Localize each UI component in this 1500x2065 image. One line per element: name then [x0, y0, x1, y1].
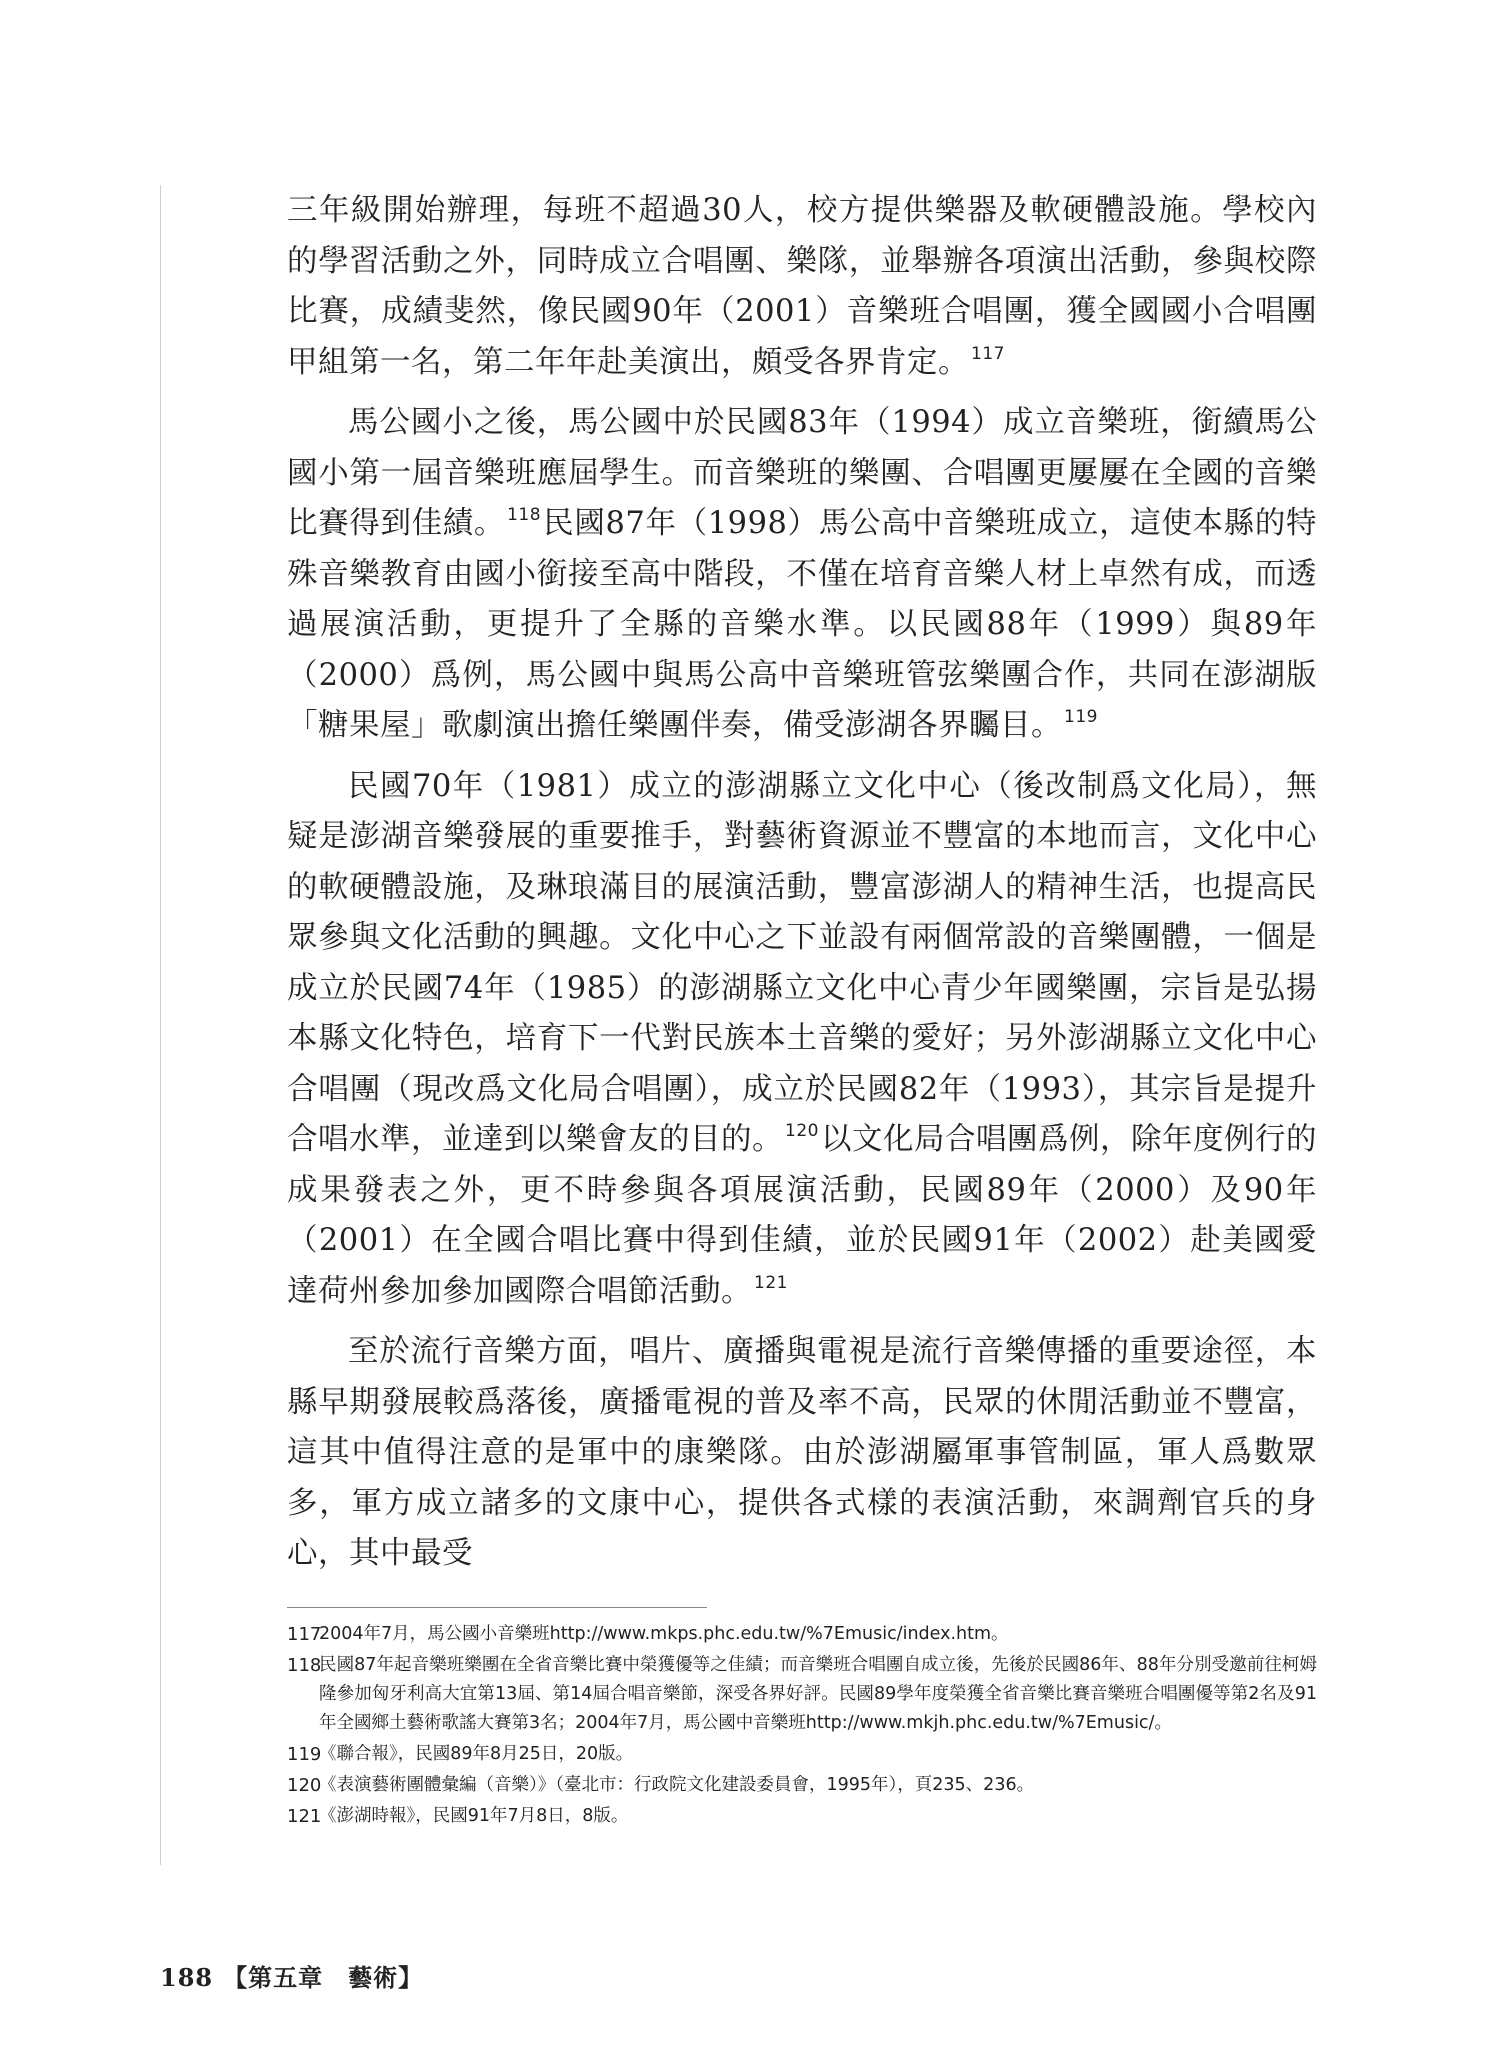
- page-footer: [160, 1958, 433, 1993]
- paragraph-text: 三年級開始辦理，每班不超過30人，校方提供樂器及軟硬體設施。學校內的學習活動之外，同時成立合唱團、樂隊，並舉辦各項演出活動，參與校際比賽，成績斐然，像民國90年（2001）音樂班合唱團，獲全國國小合唱團甲組第一名，第二年年赴美演出，頗受各界肯定。: [287, 193, 1317, 380]
- footnote: [287, 1620, 1317, 1649]
- footnote-ref[interactable]: 121: [754, 1272, 788, 1293]
- footnote: [287, 1740, 1317, 1769]
- footnote-ref[interactable]: 119: [1064, 707, 1098, 727]
- paragraph-text: 以文化局合唱團爲例，除年度例行的成果發表之外，更不時參與各項展演活動，民國89年（2000）及90年（2001）在全國合唱比賽中得到佳績，並於民國91年（2002）赴美國愛達荷州參加參加國際合唱節活動。: [287, 1122, 1318, 1309]
- paragraph: [287, 398, 1317, 752]
- footnote-ref[interactable]: 118: [507, 505, 542, 525]
- paragraph: [287, 762, 1317, 1318]
- footnote: [287, 1771, 1317, 1800]
- footnote-text: 《表演藝術團體彙編（音樂）》（臺北市：行政院文化建設委員會，1995年），頁235、236。: [319, 1775, 1035, 1795]
- footnote-number: 120: [287, 1775, 322, 1796]
- paragraph: [287, 1327, 1317, 1580]
- footnote-text: 《聯合報》，民國89年8月25日，20版。: [319, 1744, 634, 1764]
- paragraph-text: 馬公國小之後，馬公國中於民國83年（1994）成立音樂班，銜續馬公國小第一屆音樂班應屆學生。而音樂班的樂團、合唱團更屢屢在全國的音樂比賽得到佳績。: [287, 405, 1317, 541]
- footnote-ref[interactable]: 120: [785, 1121, 819, 1141]
- paragraph-text: 至於流行音樂方面，唱片、廣播與電視是流行音樂傳播的重要途徑，本縣早期發展較爲落後，廣播電視的普及率不高，民眾的休閒活動並不豐富，這其中值得注意的是軍中的康樂隊。由於澎湖屬軍事管制區，軍人爲數眾多，軍方成立諸多的文康中心，提供各式樣的表演活動，來調劑官兵的身心，其中最受: [287, 1334, 1317, 1571]
- footnote-ref[interactable]: 117: [971, 343, 1005, 364]
- margin-rule: [160, 185, 161, 1865]
- paragraph-text: 民國87年（1998）馬公高中音樂班成立，這使本縣的特殊音樂教育由國小銜接至高中階段，不僅在培育音樂人材上卓然有成，而透過展演活動，更提升了全縣的音樂水準。以民國88年（1999）與89年（2000）爲例，馬公國中與馬公高中音樂班管弦樂團合作，共同在澎湖版「糖果屋」歌劇演出擔任樂團伴奏，備受澎湖各界矚目。: [287, 506, 1317, 743]
- footnote-number: 117: [287, 1624, 322, 1645]
- paragraph-text: 民國70年（1981）成立的澎湖縣立文化中心（後改制爲文化局），無疑是澎湖音樂發展的重要推手，對藝術資源並不豐富的本地而言，文化中心的軟硬體設施，及琳琅滿目的展演活動，豐富澎湖人的精神生活，也提高民眾參與文化活動的興趣。文化中心之下並設有兩個常設的音樂團體，一個是成立於民國74年（1985）的澎湖縣立文化中心青少年國樂團，宗旨是弘揚本縣文化特色，培育下一代對民族本土音樂的愛好；另外澎湖縣立文化中心合唱團（現改爲文化局合唱團），成立於民國82年（1993），其宗旨是提升合唱水準，並達到以樂會友的目的。: [287, 768, 1317, 1157]
- footnote-text: 2004年7月，馬公國小音樂班http://www.mkps.phc.edu.tw/%7Emusic/index.htm。: [319, 1624, 1009, 1644]
- footnote: [287, 1651, 1317, 1738]
- chapter-title: 【第五章 藝術】: [223, 1963, 424, 1992]
- page-number: 188: [160, 1963, 214, 1992]
- body-text: [287, 186, 1317, 1590]
- footnote-number: 119: [287, 1744, 322, 1765]
- footnote-divider: [287, 1607, 707, 1608]
- paragraph: [287, 186, 1317, 388]
- footnotes: [287, 1620, 1317, 1833]
- footnote-number: 121: [287, 1806, 322, 1827]
- footnote-text: 民國87年起音樂班樂團在全省音樂比賽中榮獲優等之佳績；而音樂班合唱團自成立後，先後於民國86年、88年分別受邀前往柯姆隆參加匈牙利高大宜第13屆、第14屆合唱音樂節，深受各界好評。民國89學年度榮獲全省音樂比賽音樂班合唱團優等第2名及91年全國鄉土藝術歌謠大賽第3名；2004年7月，馬公國中音樂班http://www.mkjh.phc.edu.tw/%7Emusic/。: [319, 1655, 1317, 1733]
- footnote-text: 《澎湖時報》，民國91年7月8日，8版。: [319, 1806, 629, 1826]
- footnote: [287, 1802, 1317, 1831]
- footnote-number: 118: [287, 1655, 322, 1676]
